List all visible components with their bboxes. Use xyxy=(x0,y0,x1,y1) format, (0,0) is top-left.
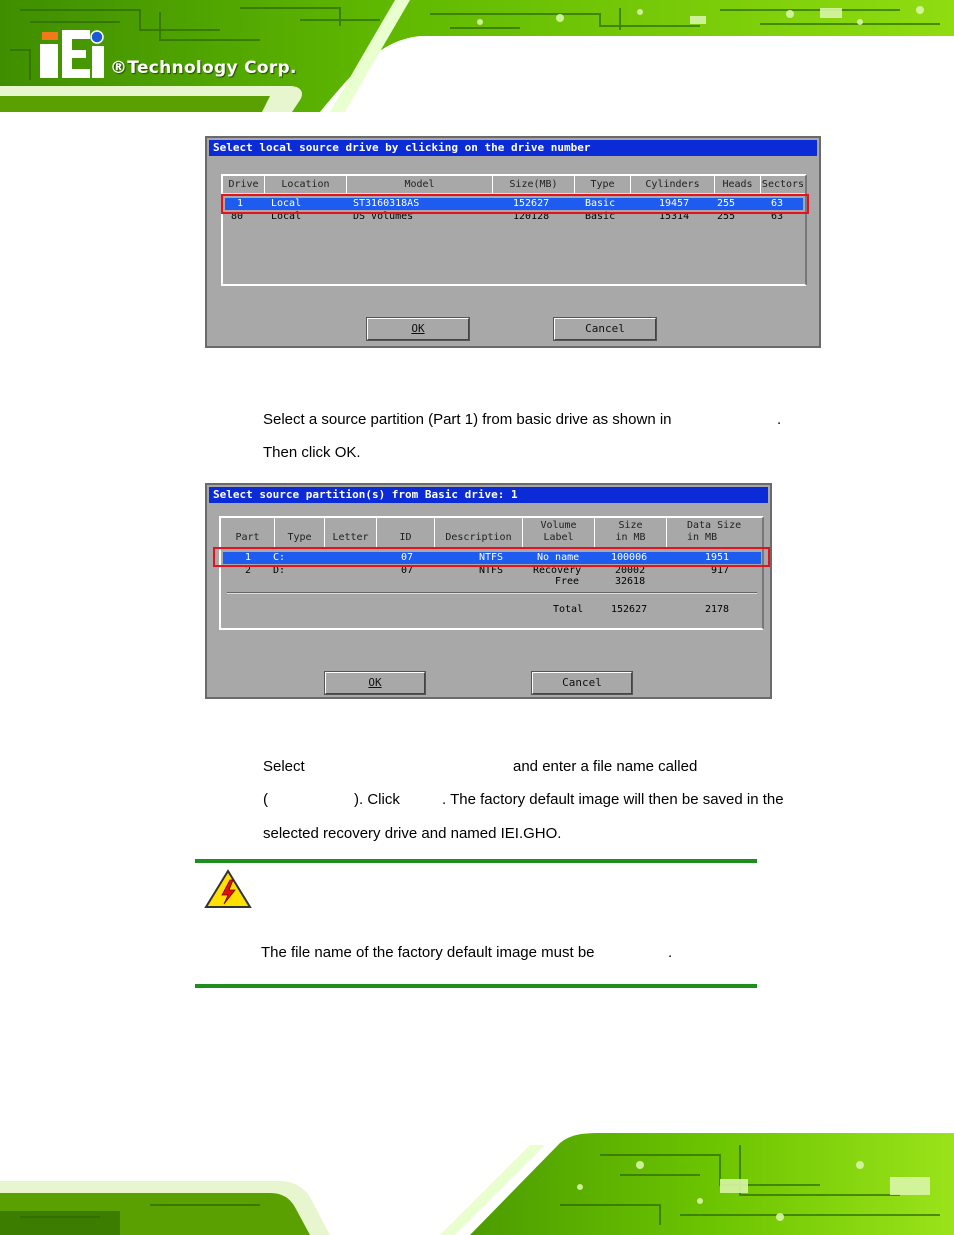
instruction-step-2: Then click OK. xyxy=(263,444,361,461)
cancel-button[interactable]: Cancel xyxy=(554,318,656,340)
col-letter: Letter xyxy=(325,518,377,548)
warning-period: . xyxy=(668,944,673,961)
col-location: Location xyxy=(265,176,347,194)
warning-bottom-rule xyxy=(195,984,757,988)
warning-top-rule xyxy=(195,859,757,863)
instruction-named: selected recovery drive and named IEI.GHO. xyxy=(263,825,562,842)
instruction-select: Select xyxy=(263,758,305,775)
instruction-saved: . The factory default image will then be saved in the xyxy=(442,791,784,808)
warning-triangle-icon xyxy=(203,868,253,910)
col-sectors: Sectors xyxy=(761,176,805,194)
select-source-partition-dialog xyxy=(205,483,772,699)
ok-button[interactable]: OK xyxy=(367,318,469,340)
col-data-size: Data Size in MB xyxy=(667,518,762,548)
company-name: ®Technology Corp. xyxy=(110,58,297,78)
total-size: 152627 xyxy=(611,604,648,615)
instruction-click: ). Click xyxy=(354,791,400,808)
drive-1-highlight-box xyxy=(221,194,809,214)
col-type: Type xyxy=(575,176,631,194)
dialog-title: Select local source drive by clicking on the drive number xyxy=(209,140,817,156)
instruction-period: . xyxy=(777,411,782,428)
free-value: 32618 xyxy=(615,576,646,587)
instruction-filename: and enter a file name called xyxy=(513,758,698,775)
col-drive: Drive xyxy=(223,176,265,194)
total-divider xyxy=(227,592,757,594)
instruction-paren: ( xyxy=(263,791,268,808)
partition-list: Part Type Letter ID Description Volume Label Size in MB Data Size in MB 1 C: 07 NTFS No name 100006 1951 2 D: 07 NTFS Recovery 20002 917 Free 32618 Total 152627 2178 xyxy=(219,516,764,630)
col-description: Description xyxy=(435,518,523,548)
ok-button[interactable]: OK xyxy=(325,672,425,694)
partition-1-highlight-box xyxy=(213,547,770,567)
select-source-drive-dialog xyxy=(205,136,821,348)
total-data-size: 2178 xyxy=(705,604,730,615)
warning-text: The file name of the factory default image must be xyxy=(261,944,595,961)
cancel-button[interactable]: Cancel xyxy=(532,672,632,694)
total-label: Total xyxy=(553,604,584,615)
col-part: Part xyxy=(221,518,275,548)
free-label: Free xyxy=(555,576,580,587)
col-cylinders: Cylinders xyxy=(631,176,715,194)
drive-list: Drive Location Model Size(MB) Type Cylinders Heads Sectors 1 Local ST3160318AS 152627 Basic 19457 255 63 80 Local DS Volumes 120128 Basic 15314 255 63 xyxy=(221,174,807,286)
col-volume-label: Volume Label xyxy=(523,518,595,548)
col-heads: Heads xyxy=(715,176,761,194)
col-id: ID xyxy=(377,518,435,548)
col-size: Size in MB xyxy=(595,518,667,548)
header-circuit-banner xyxy=(0,0,954,112)
instruction-step: Select a source partition (Part 1) from basic drive as shown in xyxy=(263,411,672,428)
col-model: Model xyxy=(347,176,493,194)
dialog-title: Select source partition(s) from Basic drive: 1 xyxy=(209,487,768,503)
footer-circuit-banner xyxy=(0,1125,954,1235)
col-type: Type xyxy=(275,518,325,548)
col-size: Size(MB) xyxy=(493,176,575,194)
